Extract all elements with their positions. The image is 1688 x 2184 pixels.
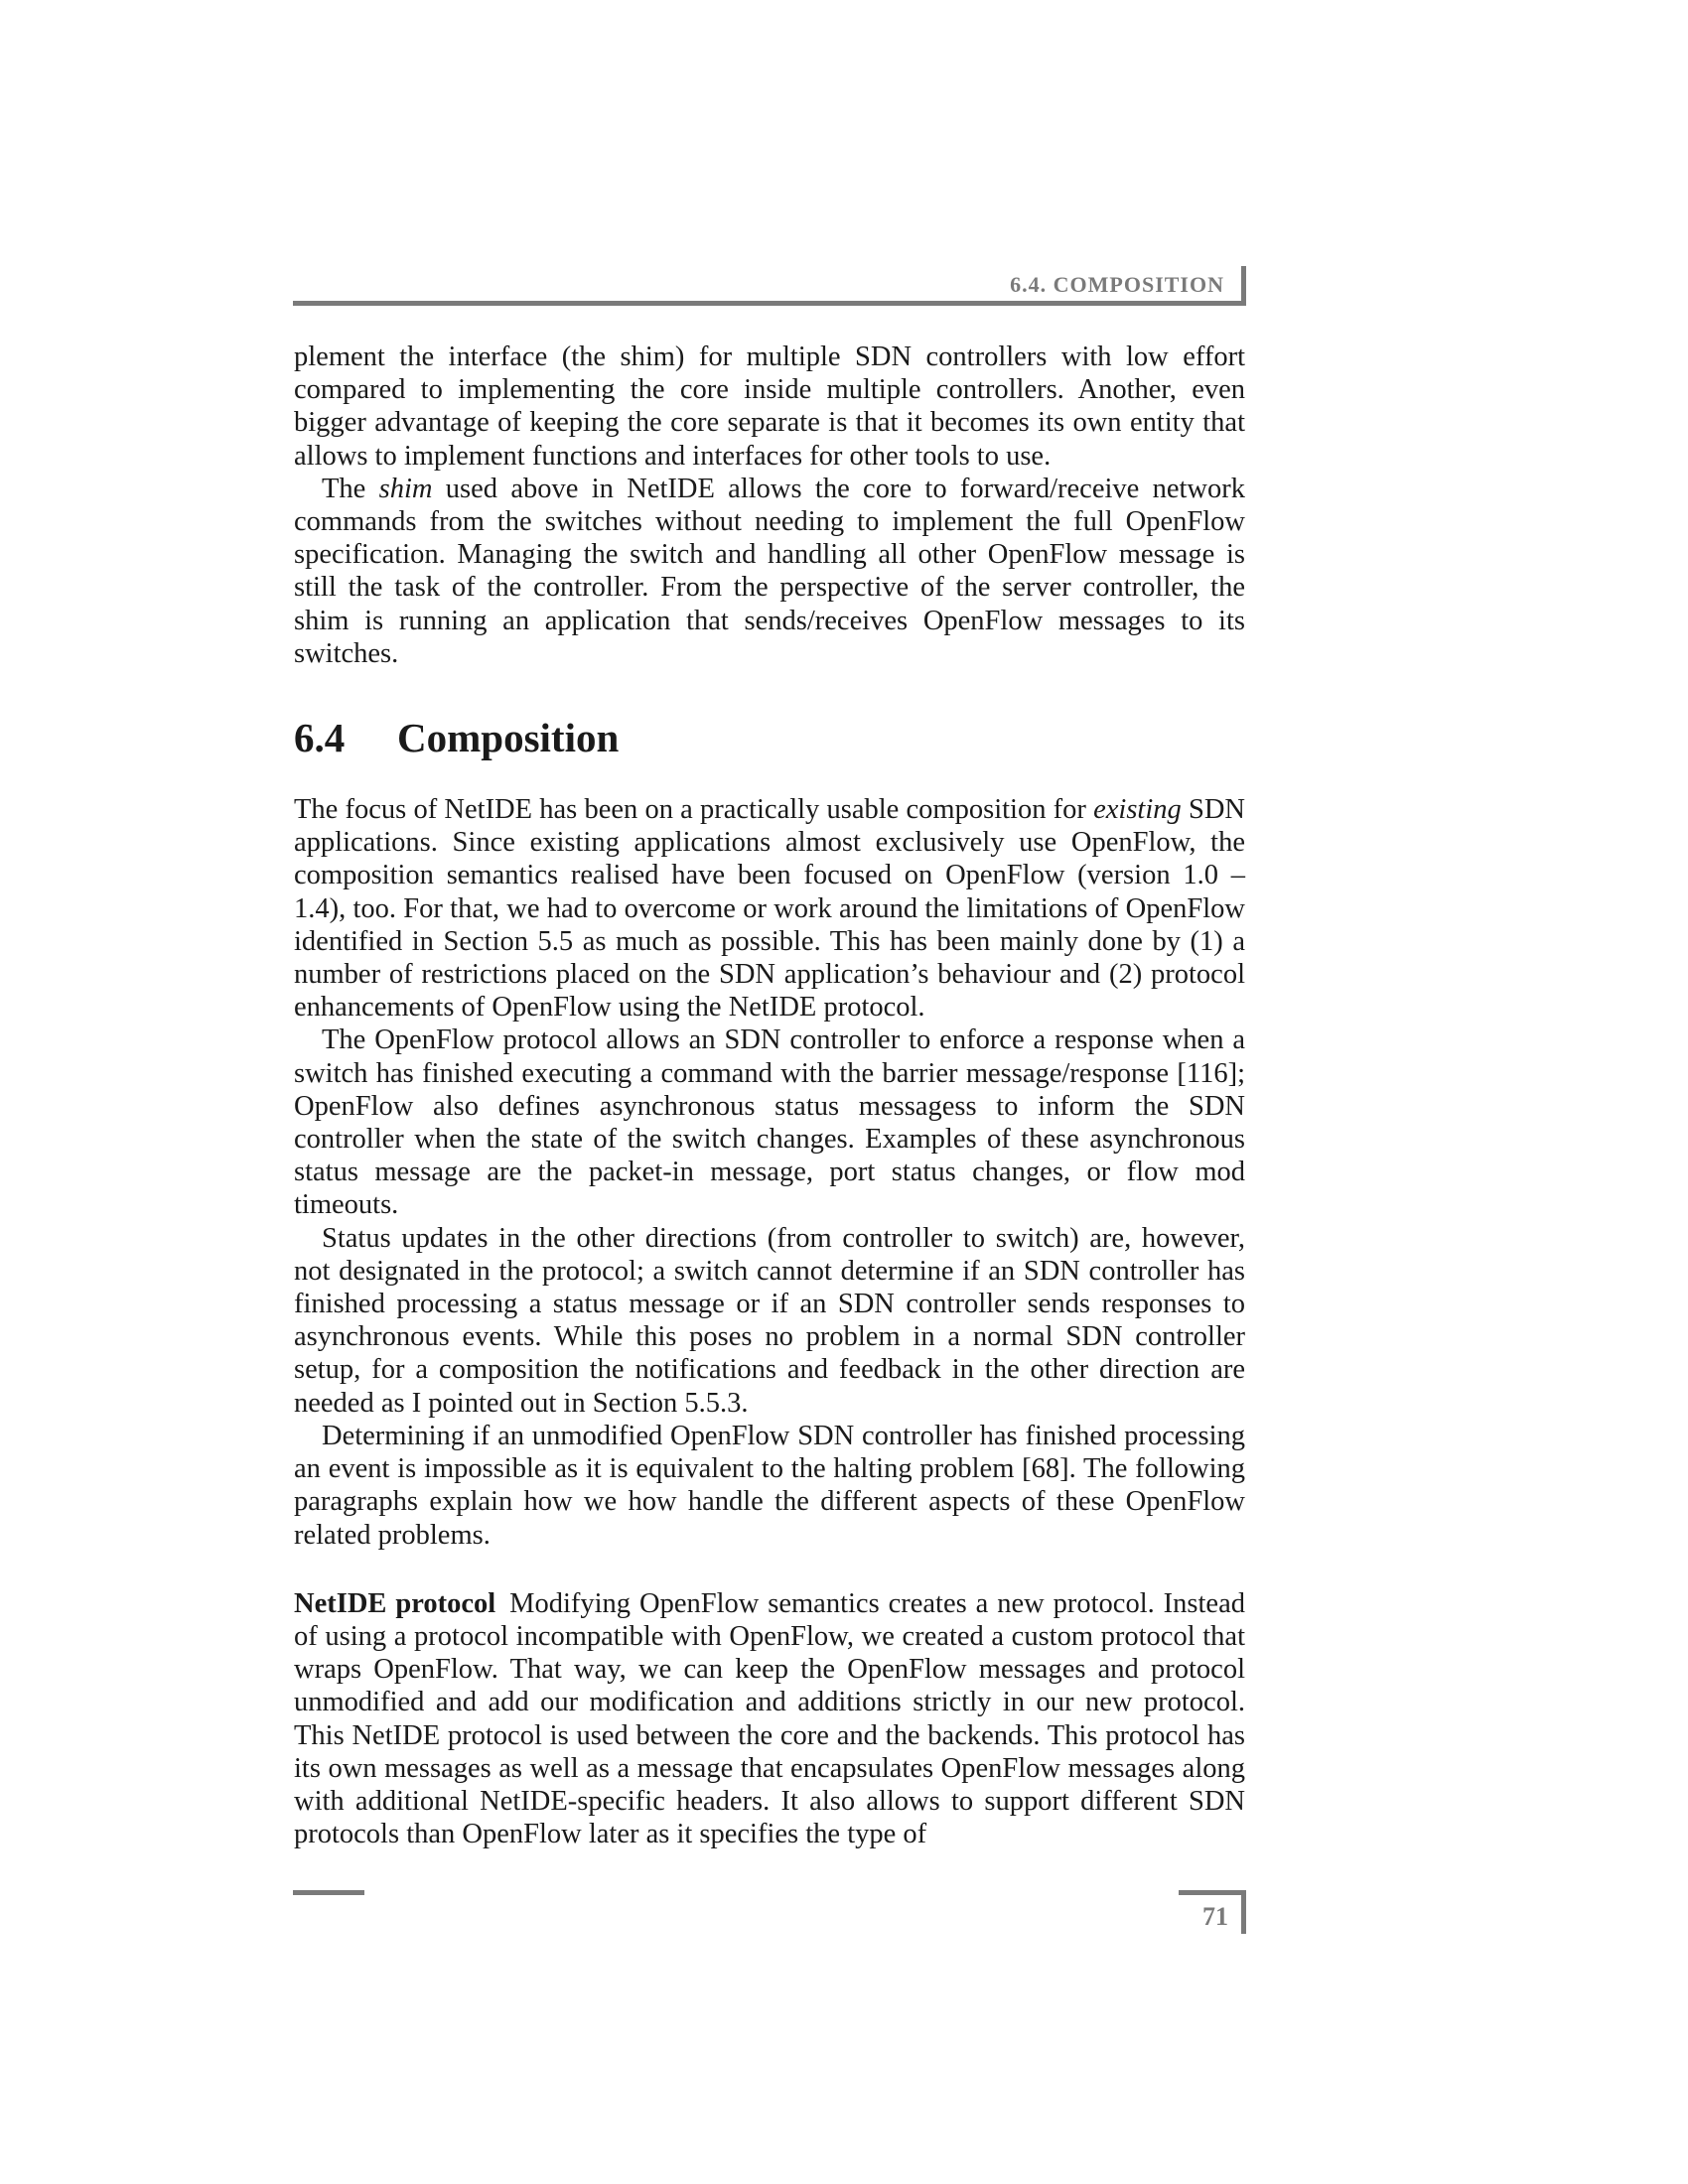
existing-emphasis: existing (1093, 794, 1182, 826)
intro-paragraph-1: plement the interface (the shim) for multiple SDN controllers with low effort compared to implementing the core inside multiple controllers. Another, even bigger advantage of keeping the core separate is that it becomes its own entity that allows to implement functions and interfaces for other tools to use. (294, 341, 1245, 472)
shim-emphasis: shim (378, 473, 433, 504)
footer-rule (1179, 1890, 1246, 1895)
footer-tick (1241, 1890, 1246, 1934)
section-heading (294, 716, 1245, 759)
running-title: 6.4. COMPOSITION (1010, 272, 1224, 297)
section-title: Composition (397, 715, 620, 761)
page-number: 71 (1202, 1902, 1228, 1931)
netide-protocol-paragraph: NetIDE protocol Modifying OpenFlow semantics creates a new protocol. Instead of using a protocol incompatible with OpenFlow, we created a custom protocol that wraps OpenFlow. That way, we can keep the OpenFlow messages and protocol unmodified and add our modification and additions strictly in our new protocol. This NetIDE protocol is used between the core and the backends. This protocol has its own messages as well as a message that encapsulates OpenFlow messages along with additional NetIDE-specific headers. It also allows to support different SDN protocols than OpenFlow later as it specifies the type of (294, 1587, 1245, 1850)
running-header (293, 266, 1246, 306)
section-number: 6.4 (294, 715, 346, 761)
section-paragraph-1: The focus of NetIDE has been on a practically usable composition for existing SDN applications. Since existing applications almost exclusively use OpenFlow, the composition semantics realised have been focused on OpenFlow (version 1.0 – 1.4), too. For that, we had to overcome or work around the limitations of OpenFlow identified in Section 5.5 as much as possible. This has been mainly done by (1) a number of restrictions placed on the SDN application’s behaviour and (2) protocol enhancements of OpenFlow using the NetIDE protocol. (294, 794, 1245, 1024)
header-tick (1241, 266, 1246, 306)
section-paragraph-4: Determining if an unmodified OpenFlow SDN controller has finished processing an event is impossible as it is equivalent to the halting problem [68]. The following paragraphs explain how we how handle the different aspects of these OpenFlow related problems. (294, 1420, 1245, 1551)
footer-left-rule (293, 1890, 364, 1895)
page-body (294, 341, 1245, 1850)
page-number-box (1179, 1890, 1246, 1934)
netide-runin-heading: NetIDE protocol (294, 1587, 496, 1619)
intro-paragraph-2: The shim used above in NetIDE allows the core to forward/receive network commands from the switches without needing to implement the full OpenFlow specification. Managing the switch and handling all other OpenFlow message is still the task of the controller. From the perspective of the server controller, the shim is running an application that sends/receives OpenFlow messages to its switches. (294, 473, 1246, 669)
section-paragraph-2: The OpenFlow protocol allows an SDN controller to enforce a response when a switch has finished executing a command with the barrier message/response [116]; OpenFlow also defines asynchronous status messagess to inform the SDN controller when the state of the switch changes. Examples of these asynchronous status message are the packet-in message, port status changes, or flow mod timeouts. (294, 1024, 1245, 1221)
header-rule (293, 301, 1246, 306)
section-paragraph-3: Status updates in the other directions (from controller to switch) are, however, not designated in the protocol; a switch cannot determine if an SDN controller has finished processing a status message or if an SDN controller sends responses to asynchronous events. While this poses no problem in a normal SDN controller setup, for a composition the notifications and feedback in the other direction are needed as I pointed out in Section 5.5.3. (294, 1222, 1245, 1419)
